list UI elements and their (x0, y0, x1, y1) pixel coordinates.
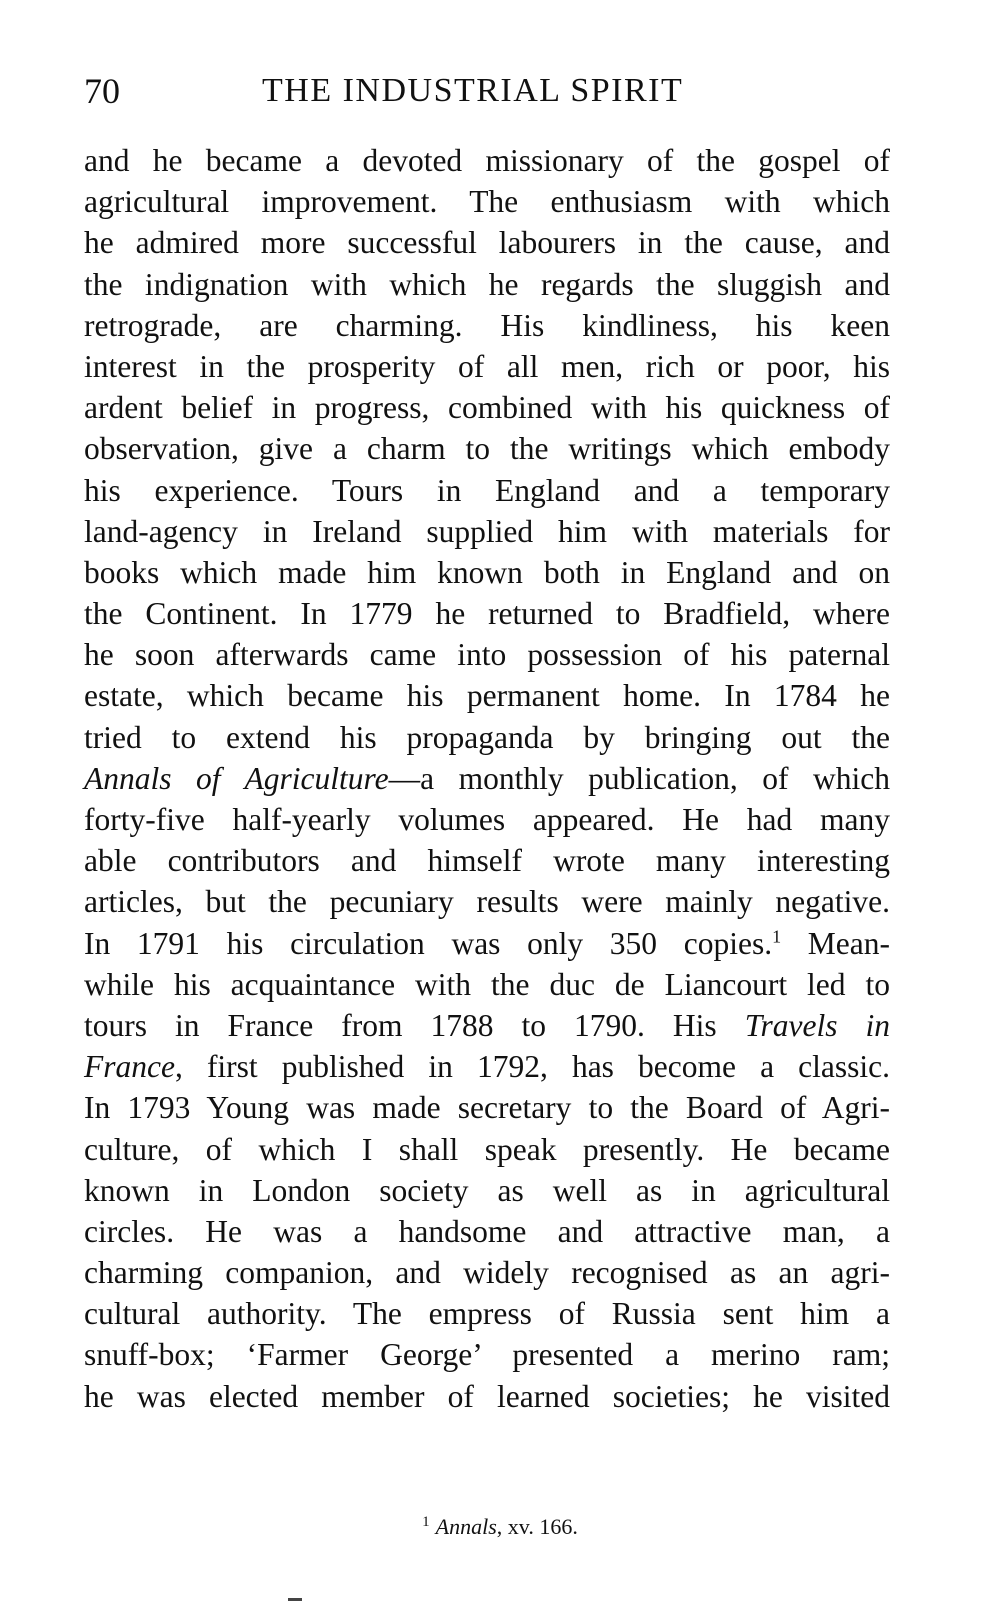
text-line: the indignation with which he regards the sluggish and (84, 266, 890, 302)
text-line: and he became a devoted missionary of the gospel of (84, 143, 890, 178)
footnote (0, 1512, 1000, 1542)
text-line-before: tours in France from 1788 to 1790. His (84, 1007, 745, 1043)
text-line (84, 923, 890, 964)
text-line-after: Mean- (781, 925, 890, 961)
italic-title-travels: Travels in (744, 1007, 890, 1043)
page-header (84, 66, 890, 116)
text-line: articles, but the pecuniary results were mainly negative. (84, 884, 890, 920)
text-line-rest: , first published in 1792, has become a classic. (174, 1049, 890, 1085)
text-line (84, 1046, 890, 1087)
text-line: agricultural improvement. The enthusiasm with which (84, 184, 890, 220)
text-line: while his acquaintance with the duc de Liancourt led to (84, 966, 890, 1002)
text-line: observation, give a charm to the writings which embody (84, 431, 890, 467)
italic-title-annals: Annals of Agriculture (84, 760, 389, 796)
text-line (84, 1005, 890, 1046)
text-line: his experience. Tours in England and a temporary (84, 472, 890, 508)
footnote-number: 1 (422, 1513, 430, 1530)
text-line-rest: —a monthly publication, of which (388, 760, 890, 796)
text-line: the Continent. In 1779 he returned to Bradfield, where (84, 596, 890, 632)
footnote-reference: 1 (772, 926, 782, 947)
text-line: charming companion, and widely recognised as an agri- (84, 1255, 890, 1291)
text-line: he soon afterwards came into possession of his paternal (84, 637, 890, 673)
text-line (84, 758, 890, 799)
text-line: tried to extend his propaganda by bringing out the (84, 719, 890, 755)
text-line: retrograde, are charming. His kindliness, his keen (84, 307, 890, 343)
text-line: culture, of which I shall speak presently. He became (84, 1131, 890, 1167)
italic-title-france: France (84, 1049, 175, 1085)
text-line: he admired more successful labourers in the cause, and (84, 225, 890, 261)
body-text (84, 140, 890, 1417)
text-line: ardent belief in progress, combined with his quickness of (84, 390, 890, 426)
text-line: estate, which became his permanent home. In 1784 he (84, 678, 890, 714)
text-line: cultural authority. The empress of Russia sent him a (84, 1296, 890, 1332)
text-line: interest in the prosperity of all men, rich or poor, his (84, 348, 890, 384)
text-line: snuff-box; ‘Farmer George’ presented a merino ram; (84, 1337, 890, 1373)
footnote-source: Annals (435, 1514, 497, 1539)
text-line: land-agency in Ireland supplied him with materials for (84, 513, 890, 549)
text-line: forty-five half-yearly volumes appeared. He had many (84, 802, 890, 837)
footnote-text: , xv. 166. (496, 1514, 578, 1539)
text-line: circles. He was a handsome and attractive man, a (84, 1213, 890, 1249)
text-line: books which made him known both in England and on (84, 554, 890, 590)
text-line: he was elected member of learned societies; he visited (84, 1378, 890, 1414)
page-number: 70 (84, 71, 120, 111)
text-line-before: In 1791 his circulation was only 350 copies. (84, 925, 773, 961)
text-line: In 1793 Young was made secretary to the Board of Agri- (84, 1090, 890, 1126)
running-head: THE INDUSTRIAL SPIRIT (262, 72, 684, 109)
printer-mark (288, 1598, 302, 1601)
text-line: able contributors and himself wrote many interesting (84, 843, 890, 879)
text-line: known in London society as well as in agricultural (84, 1172, 890, 1208)
